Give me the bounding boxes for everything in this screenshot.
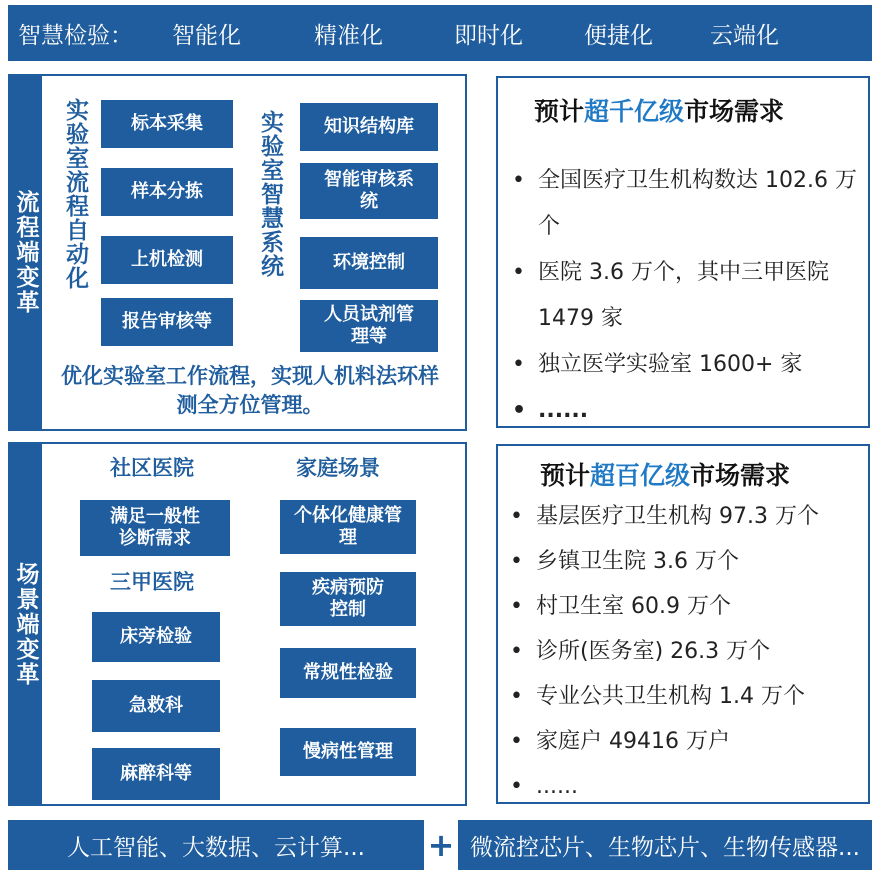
group2-title: 实验室智慧系统 <box>257 110 283 278</box>
tertiary-item-bedside: 床旁检验 <box>92 612 220 662</box>
market2-title-highlight: 超百亿级 <box>590 461 691 490</box>
market2-bullet: • 乡镇卫生院 3.6 万个 <box>506 539 866 584</box>
market2-bullet: • 家庭户 49416 万户 <box>506 719 866 764</box>
family-item-routine-test: 常规性检验 <box>280 648 416 698</box>
market1-title <box>534 92 784 128</box>
market1-bullet: • 全国医疗卫生机构数达 102.6 万个 <box>508 158 868 250</box>
market2-title <box>540 456 790 492</box>
market1-bullet: • 独立医学实验室 1600+ 家 <box>508 342 868 388</box>
group1-item-report-review: 报告审核等 <box>101 298 233 346</box>
footer-right-bar: 微流控芯片、生物芯片、生物传感器... <box>458 820 872 870</box>
market1-title-post: 市场需求 <box>684 97 785 126</box>
family-item-disease-prevention: 疾病预防控制 <box>280 572 416 626</box>
market2-title-pre: 预计 <box>540 461 591 490</box>
market2-bullet: • 基层医疗卫生机构 97.3 万个 <box>506 494 866 539</box>
group1-item-specimen-collection: 标本采集 <box>101 100 233 148</box>
process-side-label: 流程端变革 <box>8 74 42 431</box>
banner-title: 智慧检验： <box>18 22 133 49</box>
group2-item-knowledge-base: 知识结构库 <box>300 103 438 151</box>
market2-bullet: • 村卫生室 60.9 万个 <box>506 584 866 629</box>
process-summary: 优化实验室工作流程，实现人机料法环样测全方位管理。 <box>61 364 439 417</box>
market1-bullet: • 医院 3.6 万个，其中三甲医院 1479 家 <box>508 250 868 342</box>
scene-side-label: 场景端变革 <box>8 442 42 806</box>
family-scene-title: 家庭场景 <box>296 456 380 480</box>
banner-item-cloud: 云端化 <box>710 22 779 49</box>
market1-title-pre: 预计 <box>534 97 585 126</box>
banner-item-intelligent: 智能化 <box>172 22 241 49</box>
banner-item-instant: 即时化 <box>454 22 523 49</box>
tertiary-item-emergency: 急救科 <box>92 680 220 732</box>
family-item-chronic-disease: 慢病性管理 <box>280 728 416 776</box>
market2-list <box>506 494 866 809</box>
footer-left-bar: 人工智能、大数据、云计算... <box>8 820 424 870</box>
market2-bullet: • ...... <box>506 764 866 809</box>
group2-item-smart-review: 智能审核系统 <box>300 163 438 219</box>
tertiary-hospital-title: 三甲医院 <box>110 570 194 594</box>
tertiary-item-anesthesia: 麻醉科等 <box>92 748 220 800</box>
group1-item-machine-testing: 上机检测 <box>101 236 233 284</box>
group2-item-staff-reagent: 人员试剂管理等 <box>300 300 438 352</box>
banner-item-precise: 精准化 <box>314 22 383 49</box>
group1-title: 实验室流程自动化 <box>62 98 88 290</box>
plus-icon: + <box>427 826 455 864</box>
market1-bullet: • ...... <box>508 388 868 434</box>
banner-item-convenient: 便捷化 <box>584 22 653 49</box>
group2-item-environment-control: 环境控制 <box>300 237 438 289</box>
market2-bullet: • 专业公共卫生机构 1.4 万个 <box>506 674 866 719</box>
community-item-diagnosis: 满足一般性诊断需求 <box>80 500 230 556</box>
top-banner <box>8 5 872 61</box>
market2-bullet: • 诊所(医务室) 26.3 万个 <box>506 629 866 674</box>
market2-title-post: 市场需求 <box>690 461 791 490</box>
group1-item-sample-sorting: 样本分拣 <box>101 168 233 216</box>
market1-list <box>508 158 868 434</box>
community-hospital-title: 社区医院 <box>110 456 194 480</box>
family-item-personal-health: 个体化健康管理 <box>280 500 416 554</box>
market1-title-highlight: 超千亿级 <box>584 97 685 126</box>
